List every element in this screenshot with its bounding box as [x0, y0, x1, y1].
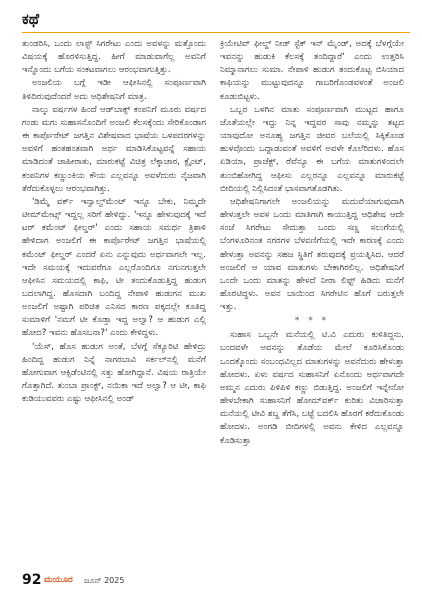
- section-break: * * *: [294, 316, 330, 327]
- page-number: 92: [22, 572, 42, 588]
- story-paragraph: ಕ್ರಿಯೇಟಿವ್ ಫೀಲ್ಡ್ ನೀಡ್ ಸ್ಟೆಕ್ ಇನ್ ಮೈಂಡ್, ಅದಕ್ಕೆ ಬೆಳಗ್ಗೆಯೇ ಇವನನ್ನು ಹುಡುಕಿ ಕೆಲಸಕ್ಕೆ ತಂದಿದ್ದಾರೆ' ಎಂದು ಉತ್ತರಿಸಿ ನಿಮ್ಮಾನಾಗಲು ಸುಮಾ. ನೇಪಾಳಿ ಹುಡುಗ ತಂದುಕೊಟ್ಟ ಬಿಸಿಯಾದ ಕಾಫಿಯನ್ನು ಮುಟ್ಟುವುದನ್ನೂ ಗಾಬರಿಗೊಂಡವಳಂತೆ ಅಂಜಲಿ ಕೂಡುಬಿಟ್ಟಳು.: [220, 39, 404, 102]
- left-column: [22, 38, 206, 558]
- story-paragraph: ಸುಹಾಸ ಒಬ್ಬನೇ ಮನೆಯಲ್ಲಿ ಟಿ.ವಿ ಎದುರು ಕುಳಿತಿದ್ದನು. ಬಂದವಳೇ ಅವನನ್ನು ತೊಡೆಯ ಮೇಲೆ ಕೂರಿಸಿಕೊಂಡು ಒಂದಕ್ಕೊಂದು ಸಂಬಂಧವಿಲ್ಲದ ಮಾತುಗಳನ್ನು ಅವನೆದುರು ಹೇಳುತ್ತಾ ಹೋದಳು. ಏಳು ವರ್ಷದ ಸುಹಾಸನಿಗೆ ಏನೊಂದು ಅರ್ಥವಾಗದೇ ಅಮ್ಮನ ಎದುರು ಪಿಳಿಪಿಳಿ ಕಣ್ಣು ಬಿಡುತ್ತಿದ್ದ. ಅಂಜಲಿಗೆ ಇನ್ನೇನೋ ಹೇಳಬೇಕಾಗಿ ಸುಹಾಸನಿಗೆ ಹೋಮ್‌ವರ್ಕ್ ಕುರಿತು ವಿಚಾರಿಸುತ್ತಾ ಮನೆಯಲ್ಲಿ ಟೀವಿ ಶಬ್ದ ತೆಗೆಸಿ, ಬಟ್ಟೆ ಬದಲಿಸಿ ಹೊರಗೆ ಕರೆದುಕೊಂಡು ಹೋದಳು. ಅಂಗಡಿ ಬೀದಿಗಳಲ್ಲಿ ಅವನು ಕೇಳಿದ ಎಲ್ಲವನ್ನೂ ಕೊಡಿಸುತ್ತಾ: [220, 330, 404, 446]
- story-paragraph: 'ಡಿಮ್ಮೆ ವರ್ಕ್ ಇನ್ವಾಲ್ವ್‌ಮೆಂಟ್ ಇನ್ನೂ ಬೇಕು, ನಿಮ್ಮದೇ ಟೀಮ್‌ಮೇಟ್ಸ್ ಇದ್ದಲ್ಲ ಸರಿಗೆ ಹೇಳಿದ್ದು. 'ಇನ್ನೂ ಹೇಳುವುದಕ್ಕೆ ಇದೆ ಟರ್ ಕಮೆಂಟ್ ಫೀಲ್ಡರ್' ಎಂದು ಸಹಾಯ ಸಮರ್ಥ ತ್ರಿಶಾಳಿ ಹೇಳಿದಾಗ ಅಂಜಲಿಗೆ ಈ ಕಾರ್ಪೊರೇಟ್ ಜಗತ್ತಿನ ಭಾಷೆಯಲ್ಲಿ ಕಮೆಂಟ್ ಫೀಲ್ಡರ್ ಎಂದರೆ ಏನು ಎನ್ನುವುದು ಅರ್ಥವಾಗಲೇ ಇಲ್ಲ. ಇದೇ ಸಮಯಕ್ಕೆ ಇದುವರೆಗೂ ಎಲ್ಲರೊಂದಿಗೂ ನಗುನಗುತ್ತಲೇ ಆಫೀಸಿನ ಸಮಯದಲ್ಲಿ ಕಾಫಿ, ಟೀ ತಂದುಕೊಡುತ್ತಿದ್ದ ಹುಡುಗ ಬದಲಾಗಿದ್ದ. ಹೊಸದಾಗಿ ಬಂದಿದ್ದ ನೇಪಾಳಿ ಹುಡುಗನ ಮುಖ ಅಂಜಲಿಗೆ ಅಷ್ಟಾಗಿ ಪರಿಚಿತ ಎನಿಸದ ಕಾರಣ ಪಕ್ಕದಲ್ಲೇ ಕೂತಿದ್ದ ಸುಮಾಳಿಗೆ 'ನಮಗೆ ಟೀ ಕೊಡ್ತಾ ಇದ್ದ ಅಲ್ವಾ? ಆ ಹುಡುಗ ಎಲ್ಲಿ ಹೋದ? ಇವನು ಹೊಸಬನಾ?' ಎಂದು ಕೇಳಿದ್ದಳು.: [22, 196, 206, 339]
- story-paragraph: ನಾಲ್ಕು ವರ್ಷಗಳ ಹಿಂದೆ ಆಡ್‌ಬಾಕ್ಸ್ ಕಂಪನಿಗೆ ಮೂರು ವರ್ಷದ ಗಂಡು ಮಗು ಸುಹಾಸನೊಂದಿಗೆ ಅಂಜಲಿ ಕೆಲಸಕ್ಕೆಂದು ಸೇರಿಕೊಂಡಾಗ ಈ ಕಾರ್ಪೊರೇಟ್ ಜಗತ್ತಿನ ವಿಶೇಷವಾದ ಭಾಷೆಯ ಒಳಪದರಗಳನ್ನು ಅವಳಿಗೆ ಹಂತಹಂತವಾಗಿ ಅರ್ಥ ಮಾಡಿಸಿಕೊಟ್ಟವನ್ನೆ ಸಹಾಯ ಮಾಡಿದಂತೆ ಜಾಹೀರಾತು, ಮಾರುಕಟ್ಟೆ ವಿಚಿತ್ರ ಲೆಕ್ಕಾಚಾರ, ಕ್ಲೈಂಟ್, ಕಂಪನಿಗಳ ಕಣ್ಣುಂಕಿಯ ಕೌಯ ಎಲ್ಲವನ್ನೂ ಅವಳೆದುರು ನೈಜವಾಗಿ ತೆರೆದುಕೊಳ್ಳಲು ಆರಂಭವಾಗಿತ್ತು.: [22, 104, 206, 194]
- page-header: [22, 8, 410, 34]
- right-column: [220, 38, 404, 558]
- story-paragraph: ಆಧಿಶೇಷನಿಗಾಗಲೇ ಅಂಜಲಿಯನ್ನು ಮದುವೆಯಾಗುವುದಾಗಿ ಹೇಳುತ್ತಲೇ ಅವಳ ಒಂದು ಮಾತಿಗಾಗಿ ಕಾಯುತ್ತಿದ್ದ ಆಧಿಶೇಷ ಆದೇ ಸಂಜೆ ಸಿಗರೇಟು ಸೇದುತ್ತಾ ಒಂದು ಸಣ್ಣ ಸಲುಗೆಯಲ್ಲಿ ಬೆಂಗಳೂರಿನಂತ ನಗರಗಳ ಬೆಳವಣಿಗೆಯಲ್ಲಿ ಇದೇ ಕಾರಣಕ್ಕೆ ಎಂದು ಹೇಳುತ್ತಾ ಅವನನ್ನು ಸಹಜ ಸ್ಥಿತಿಗೆ ತರುವುದಕ್ಕೆ ಪ್ರಯತ್ನಿಸಿದ. ಆದರೆ ಅಂಜಲಿಗೆ ಆ ಯಾವ ಮಾತುಗಳು ಬೇಕಾಗಿರಲಿಲ್ಲ. ಆಧಿಶೇಷನಿಗೆ ಒಂದೇ ಒಂದು ಮಾತನ್ನು ಹೇಳದೆ ನೀರಾ ಲಿಫ್ಟ್ ಹಿಡಿದು ಮನೆಗೆ ಹೊರಟಿದ್ದಳು. ಅವನ ಬಾಯಿಂದ ಸಿಗರೇಟಿನ ಹೊಗೆ ಬರುತ್ತಲೇ ಇತ್ತು.: [220, 196, 404, 313]
- magazine-logo: ಮಯೂರ: [44, 575, 73, 585]
- story-paragraph: 'ಯೆಸ್, ಹೊಸ ಹುಡುಗ ಅಂತೆ, ಬೆಳಗ್ಗೆ ಸೆಕ್ಯೂರಿಟಿ ಹೇಳಿದ್ರು ಹಿಂದಿದ್ದ ಹುಡುಗ ನಿನ್ನೆ ನಾಗರಬಾವಿ ಸರ್ಕಲ್‌ನಲ್ಲಿ ಮನೆಗೆ ಹೋಗುವಾಗ ಆಕ್ಸಿಡೆಂಟಿನಲ್ಲಿ ಸತ್ತು ಹೋಗಿದ್ದಾನೆ. ವಿಷಯ ರಾತ್ರಿಯೇ ಗೊತ್ತಾಗಿದೆ. ತುಂಬಾ ಪ್ರಾಂಕ್ಟ್, ನಯಿಕಾ ಇದೆ ಅಲ್ವಾ? ಆ ಟೀ, ಕಾಫಿ ಕುಡಿಯುವವರು ಎಷ್ಟು ಆಫೀಸಿನಲ್ಲಿ ಅಂಡ್: [22, 341, 206, 405]
- header-rule: [22, 32, 410, 33]
- story-paragraph: ಒಬ್ಬರ ಒಳಗಿನ ಮಾತು ಸಂಪೂರ್ಣವಾಗಿ ಮುಟ್ಟದ ಹಾಗೂ ಜೊತೆಯಲ್ಲೇ ಇದ್ದು ನಿನ್ನ ಇದ್ದವರ ಸಾವು ನಮ್ಮನ್ನು ತಟ್ಟದ ಯಾವುದೋ ಅನೂಹ್ಯ ಜಗತ್ತಿನ ಜೀವರ ಬಲೆಯಲ್ಲಿ ಸಿಕ್ಕಿಕೊಂಡ ಹುಳವೊಂದು ಒದ್ದಾಡುವಂತೆ ಅವಳಿಗೆ ಅವಳೇ ಕೊಲೆರಿದಳು. ಹೊಸ ಏಡಿಯಾ, ಪ್ರಾಜೆಕ್ಟ್, ರೆವೆನ್ಯೂ ಈ ಬಗೆಯ ಮಾತುಗಳಿಂದಲೇ ತುಂಬಿಹೋಗಿದ್ದ ಆಫೀಸು ಎಲ್ಲರನ್ನೂ ಎಲ್ಲವನ್ನೂ ಮಾರುಕಟ್ಟೆ ಬೀದಿಯಲ್ಲಿ ನಿಲ್ಲಿಸಿದಂತೆ ಭಾಸವಾಗತೊಡಗಿತು.: [220, 104, 404, 194]
- story-paragraph: ತುಂಡರಿಸಿ, ಒಂದು ಲಾಸ್ಟ್ ಸಿಗರೇಟು ಎಂದು ಅವಳನ್ನು ಮತ್ತೊಂದು ವಿಷಯಕ್ಕೆ ಹೊರಳಿಸುತ್ತಿದ್ದ. ಹೀಗೆ ಮಾಡುವಾಗೆಲ್ಲ ಅವನಿಗೆ ಇನ್ನೊಂದು ಬಗೆಯ ಸಂಕಟವಾಗಲು ಆರಂಭವಾಗುತ್ತಿತ್ತು.: [22, 39, 206, 76]
- page-footer: [22, 572, 410, 594]
- issue-date: ಜೂನ್ 2025: [84, 576, 125, 585]
- story-paragraph: ಅಂಜಲಿಯ ಬಗ್ಗೆ ಇಡೀ ಆಫೀಸಿನಲ್ಲಿ ಸಂಪೂರ್ಣವಾಗಿ ತಿಳಿದಿರುವುದೆಂದರೆ ಅದು ಆಧಿಶೇಷನಿಗೆ ಮಾತ್ರ.: [22, 78, 206, 102]
- section-title: ಕಥೆ: [22, 10, 40, 28]
